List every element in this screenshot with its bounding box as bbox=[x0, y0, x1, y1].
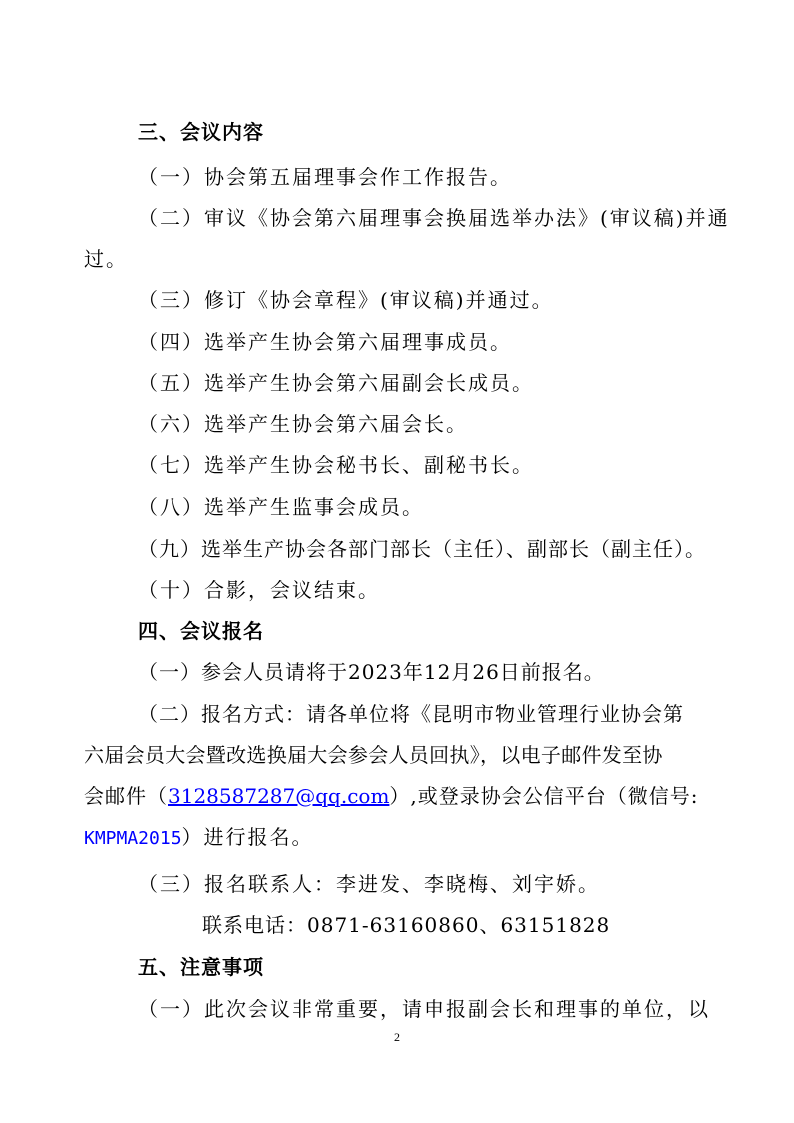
list-item: （六）选举产生协会第六届会长。 bbox=[138, 412, 468, 436]
list-item-continuation: 过。 bbox=[84, 247, 128, 271]
notice-item-1: （一）此次会议非常重要，请申报副会长和理事的单位，以 bbox=[138, 997, 710, 1021]
list-item: （八）选举产生监事会成员。 bbox=[138, 495, 424, 519]
registration-method-line-4 bbox=[84, 823, 794, 853]
registration-method-line-3 bbox=[84, 782, 794, 810]
email-suffix: ）,或登录协会公信平台（微信号: bbox=[389, 784, 699, 808]
wechat-id: KMPMA2015 bbox=[84, 828, 182, 849]
registration-method-line-1: （二）报名方式：请各单位将《昆明市物业管理行业协会第 bbox=[138, 702, 684, 726]
list-item: （五）选举产生协会第六届副会长成员。 bbox=[138, 371, 534, 395]
section-5-title: 五、注意事项 bbox=[138, 955, 264, 979]
contact-persons: （三）报名联系人：李进发、李晓梅、刘宇娇。 bbox=[138, 872, 600, 896]
list-item: （九）选举生产协会各部门部长（主任）、副部长（副主任）。 bbox=[138, 537, 706, 561]
wechat-suffix: ）进行报名。 bbox=[181, 825, 314, 849]
registration-method-line-2: 六届会员大会暨改选换届大会参会人员回执》，以电子邮件发至协 bbox=[84, 743, 663, 767]
section-4-title: 四、会议报名 bbox=[138, 619, 264, 643]
list-item: （三）修订《协会章程》(审议稿)并通过。 bbox=[138, 288, 554, 312]
page-number: 2 bbox=[394, 1030, 400, 1044]
list-item: （十）合影，会议结束。 bbox=[138, 578, 380, 602]
email-prefix: 会邮件（ bbox=[84, 784, 168, 808]
list-item: （七）选举产生协会秘书长、副秘书长。 bbox=[138, 453, 534, 477]
registration-deadline: （一）参会人员请将于2023年12月26日前报名。 bbox=[138, 660, 605, 684]
email-link[interactable]: 3128587287@qq.com bbox=[168, 784, 390, 808]
list-item: （二）审议《协会第六届理事会换届选举办法》(审议稿)并通 bbox=[138, 206, 730, 230]
contact-phone: 联系电话：0871-63160860、63151828 bbox=[202, 913, 611, 937]
list-item: （四）选举产生协会第六届理事成员。 bbox=[138, 330, 512, 354]
list-item: （一）协会第五届理事会作工作报告。 bbox=[138, 165, 512, 189]
section-3-title: 三、会议内容 bbox=[138, 120, 264, 144]
